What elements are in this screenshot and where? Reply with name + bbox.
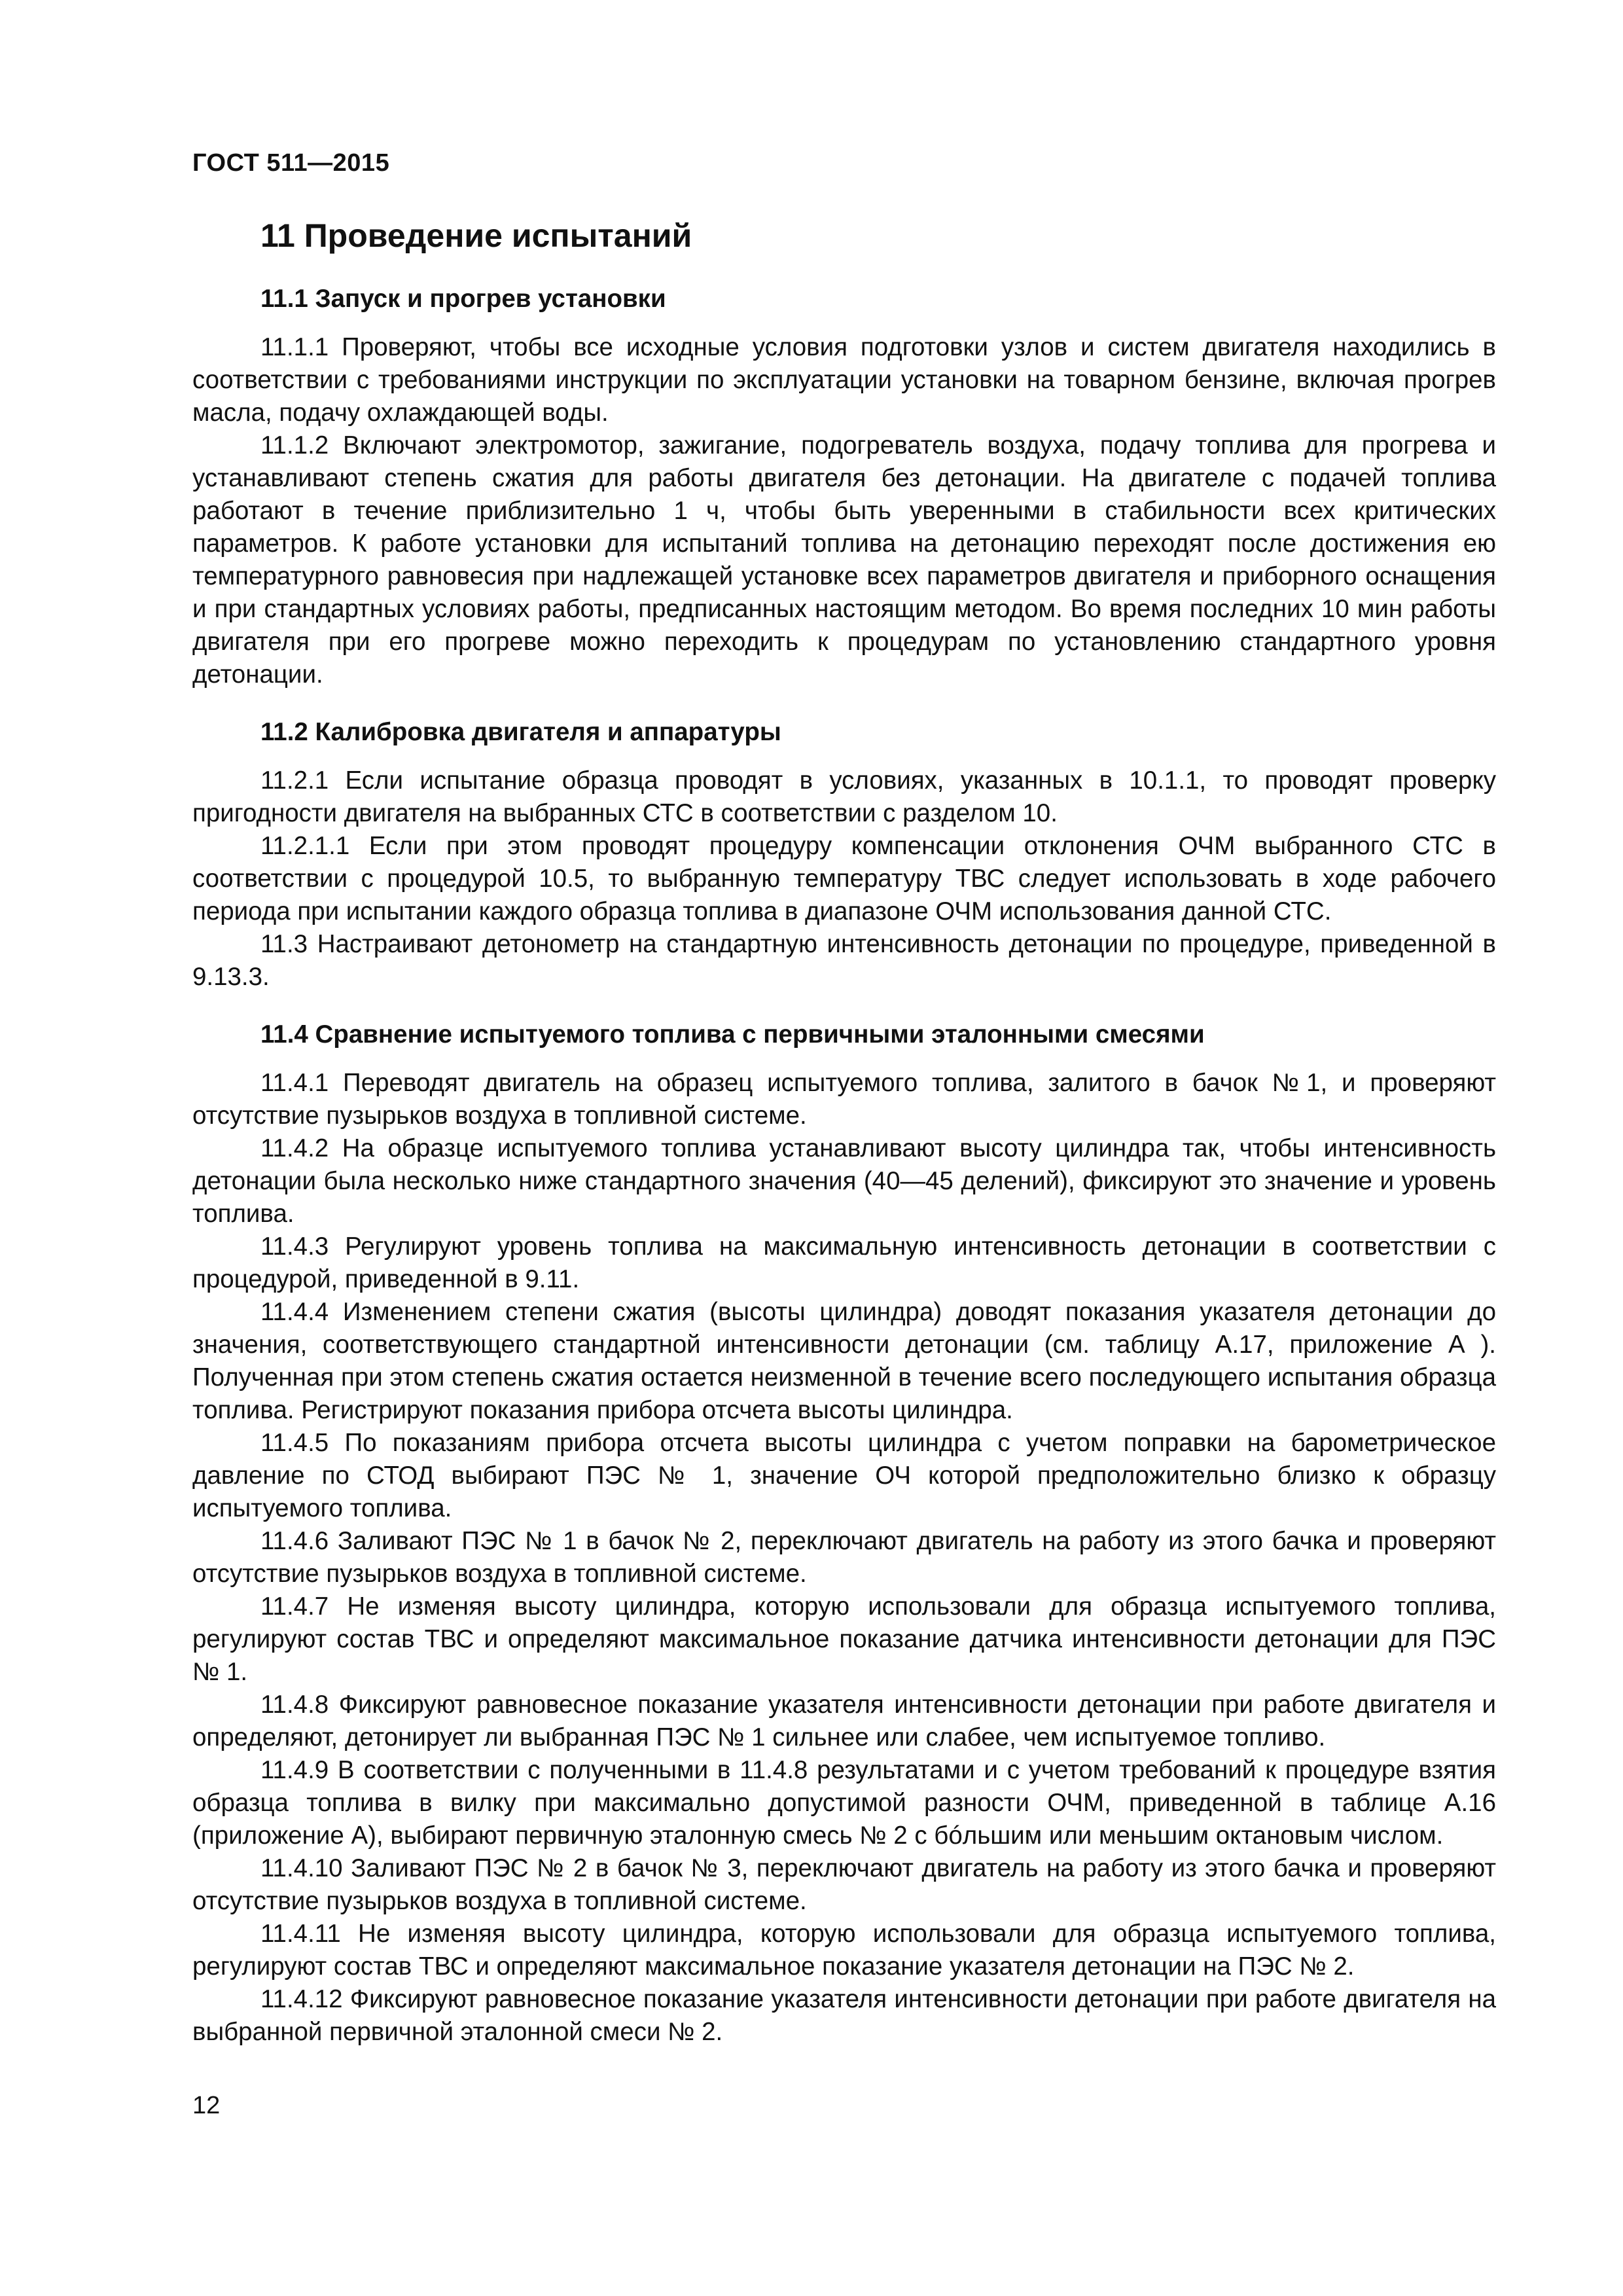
paragraph-11-4-12: 11.4.12 Фиксируют равновесное показание указателя интенсивности детонации при работе двигателя на выбранной первичной эталонной смеси № 2. — [192, 1985, 1496, 2046]
subsection-title-11-4: 11.4 Сравнение испытуемого топлива с первичными эталонными смесями — [260, 1020, 1205, 1049]
paragraph-11-4-6: 11.4.6 Заливают ПЭС № 1 в бачок № 2, переключают двигатель на работу из этого бачка и проверяют отсутствие пузырьков воздуха в топливной системе. — [192, 1527, 1496, 1588]
page-number: 12 — [192, 2092, 221, 2119]
section-title: 11 Проведение испытаний — [260, 217, 692, 254]
document-header: ГОСТ 511—2015 — [192, 149, 390, 177]
subsection-title-11-2: 11.2 Калибровка двигателя и аппаратуры — [260, 718, 781, 746]
paragraph-11-1-1: 11.1.1 Проверяют, чтобы все исходные условия подготовки узлов и систем двигателя находились в соответствии с требованиями инструкции по эксплуатации установки на товарном бензине, включая прогрев масла, подачу охлаждающей воды. — [192, 333, 1496, 427]
paragraph-11-2-1: 11.2.1 Если испытание образца проводят в условиях, указанных в 10.1.1, то проводят проверку пригодности двигателя на выбранных СТС в соответствии с разделом 10. — [192, 766, 1496, 827]
paragraph-11-2-1-1: 11.2.1.1 Если при этом проводят процедуру компенсации отклонения ОЧМ выбранного СТС в соответствии с процедурой 10.5, то выбранную температуру ТВС следует использовать в ходе рабочего периода при испытании каждого образца топлива в диапазоне ОЧМ использования данной СТС. — [192, 832, 1496, 925]
subsection-title-11-1: 11.1 Запуск и прогрев установки — [260, 285, 666, 313]
paragraph-11-3: 11.3 Настраивают детонометр на стандартную интенсивность детонации по процедуре, приведенной в 9.13.3. — [192, 930, 1496, 991]
paragraph-11-4-1: 11.4.1 Переводят двигатель на образец испытуемого топлива, залитого в бачок №1, и проверяют отсутствие пузырьков воздуха в топливной системе. — [192, 1069, 1496, 1130]
paragraph-11-4-8: 11.4.8 Фиксируют равновесное показание указателя интенсивности детонации при работе двигателя и определяют, детонирует ли выбранная ПЭС № 1 сильнее или слабее, чем испытуемое топливо. — [192, 1691, 1496, 1751]
paragraph-11-4-4: 11.4.4 Изменением степени сжатия (высоты цилиндра) доводят показания указателя детонации до значения, соответствующего стандартной интенсивности детонации (см. таблицу А.17, приложение А ). Полученная при этом степень сжатия остается неизменной в течение всего последующего испытания образца топлива. Регистрируют показания прибора отсчета высоты цилиндра. — [192, 1298, 1496, 1424]
page-content — [192, 216, 1496, 2049]
paragraph-11-4-9: 11.4.9 В соответствии с полученными в 11.4.8 результатами и с учетом требований к процедуре взятия образца топлива в вилку при максимально допустимой разности ОЧМ, приведенной в таблице А.16 (приложение А), выбирают первичную эталонную смесь № 2 с бóльшим или меньшим октановым числом. — [192, 1756, 1496, 1850]
paragraph-11-1-2: 11.1.2 Включают электромотор, зажигание, подогреватель воздуха, подачу топлива для прогрева и устанавливают степень сжатия для работы двигателя без детонации. На двигателе с подачей топлива работают в течение приблизительно 1 ч, чтобы быть уверенными в стабильности всех критических параметров. К работе установки для испытаний топлива на детонацию переходят после достижения ею температурного равновесия при надлежащей установке всех параметров двигателя и приборного оснащения и при стандартных условиях работы, предписанных настоящим методом. Во время последних 10 мин работы двигателя при его прогреве можно переходить к процедурам по установлению стандартного уровня детонации. — [192, 431, 1496, 689]
paragraph-11-4-11: 11.4.11 Не изменяя высоту цилиндра, которую использовали для образца испытуемого топлива, регулируют состав ТВС и определяют максимальное показание указателя детонации на ПЭС № 2. — [192, 1920, 1496, 1981]
paragraph-11-4-3: 11.4.3 Регулируют уровень топлива на максимальную интенсивность детонации в соответствии с процедурой, приведенной в 9.11. — [192, 1232, 1496, 1293]
paragraph-11-4-2: 11.4.2 На образце испытуемого топлива устанавливают высоту цилиндра так, чтобы интенсивность детонации была несколько ниже стандартного значения (40—45 делений), фиксируют это значение и уровень топлива. — [192, 1134, 1496, 1228]
paragraph-11-4-10: 11.4.10 Заливают ПЭС № 2 в бачок № 3, переключают двигатель на работу из этого бачка и проверяют отсутствие пузырьков воздуха в топливной системе. — [192, 1854, 1496, 1915]
paragraph-11-4-7: 11.4.7 Не изменяя высоту цилиндра, которую использовали для образца испытуемого топлива, регулируют состав ТВС и определяют максимальное показание датчика интенсивности детонации для ПЭС № 1. — [192, 1592, 1496, 1686]
paragraph-11-4-5: 11.4.5 По показаниям прибора отсчета высоты цилиндра с учетом поправки на барометрическое давление по СТОД выбирают ПЭС № 1, значение ОЧ которой предположительно близко к образцу испытуемого топлива. — [192, 1429, 1496, 1522]
